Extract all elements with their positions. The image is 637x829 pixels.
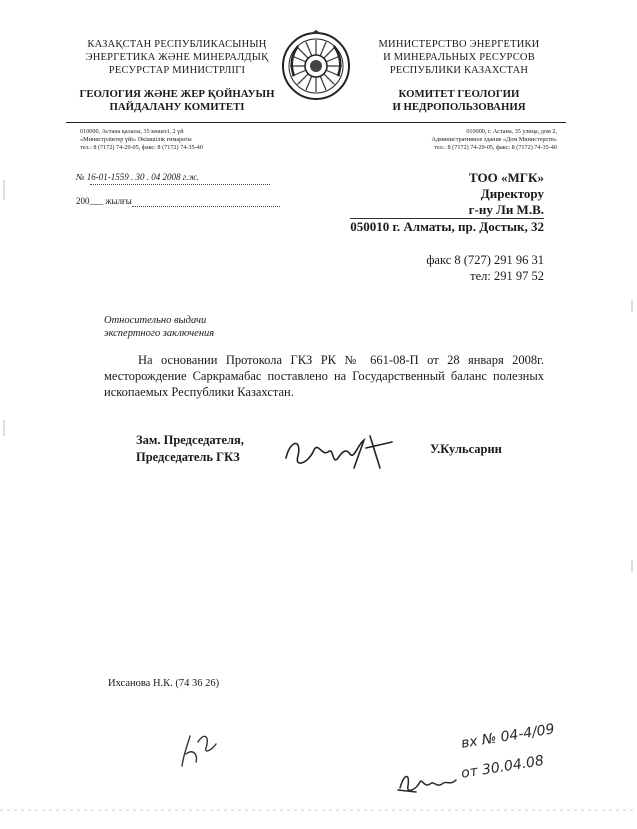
number-underline <box>90 184 270 185</box>
recipient-name: г-ну Ли М.В. <box>350 202 544 219</box>
left-ministry-line: РЕСУРСТАР МИНИСТРЛІГІ <box>108 65 246 76</box>
incoming-registration: вх № 04-4/09 <box>460 721 556 752</box>
recipient-fax: факс 8 (727) 291 96 31 <box>426 253 544 267</box>
right-address <box>432 128 557 152</box>
right-address-line: 010000, г. Астана, 35 улица, дом 2, <box>466 128 557 135</box>
date-line: 200___ жылғы <box>76 196 132 206</box>
letter-body: На основании Протокола ГКЗ РК № 661-08-П от 28 января 2008г. месторождение Саркрамабас поставлено на Государственный баланс полезных ископаемых Республики Казахстан. <box>104 353 544 399</box>
left-committee-line: ПАЙДАЛАНУ КОМИТЕТІ <box>109 101 245 113</box>
left-ministry-line: КАЗАҚСТАН РЕСПУБЛИКАСЫНЫҢ <box>87 39 267 50</box>
state-emblem-icon <box>280 30 352 102</box>
signatory-title-line: Зам. Председателя, <box>136 433 244 447</box>
signatory-name: У.Кульсарин <box>430 442 502 456</box>
right-address-line: Административное здание «Дом Министерств» <box>431 136 557 143</box>
header-divider <box>66 122 566 123</box>
right-address-line: тел.: 8 (7172) 74-29-05, факс: 8 (7172) 74-35-40 <box>434 144 557 151</box>
left-address-line: тел.: 8 (7172) 74-29-05, факс: 8 (7172) 74-35-40 <box>80 144 203 151</box>
right-ministry-line: И МИНЕРАЛЬНЫХ РЕСУРСОВ <box>383 52 535 63</box>
receiver-signature <box>396 766 460 796</box>
recipient-org: ТОО «МГК» <box>469 170 544 185</box>
right-ministry-name <box>352 38 566 77</box>
left-address <box>80 128 203 152</box>
subject-line: экспертного заключения <box>104 328 215 339</box>
executor: Ихсанова Н.К. (74 36 26) <box>108 678 220 689</box>
handwritten-initials <box>176 726 222 772</box>
recipient-address: 050010 г. Алматы, пр. Достык, 32 <box>350 219 544 234</box>
right-ministry-line: РЕСПУБЛИКИ КАЗАХСТАН <box>389 65 529 76</box>
left-committee-line: ГЕОЛОГИЯ ЖӘНЕ ЖЕР ҚОЙНАУЫН <box>79 88 275 100</box>
left-ministry-name <box>72 38 282 77</box>
left-ministry-line: ЭНЕРГЕТИКА ЖӘНЕ МИНЕРАЛДЫҚ <box>85 52 269 63</box>
right-committee-line: КОМИТЕТ ГЕОЛОГИИ <box>398 88 520 100</box>
right-committee-name <box>352 88 566 114</box>
left-committee-name <box>72 88 282 114</box>
left-address-line: «Министрліктер үйі» Әкімшілік ғимараты <box>80 136 192 143</box>
date-underline <box>132 206 280 207</box>
right-committee-line: И НЕДРОПОЛЬЗОВАНИЯ <box>392 101 526 113</box>
signatory-title-line: Председатель ГКЗ <box>136 450 240 464</box>
outgoing-number: № 16-01-1559 . 30 . 04 2008 г.ж. <box>76 172 199 182</box>
incoming-date: от 30.04.08 <box>460 752 545 782</box>
subject <box>104 314 214 340</box>
recipient-tel: тел: 291 97 52 <box>470 269 544 283</box>
signatory-title <box>136 432 244 466</box>
left-address-line: 010000, Астана қаласы, 35 көшесі, 2 үй <box>80 128 184 135</box>
handwritten-signature <box>280 428 400 474</box>
recipient-title: Директору <box>480 186 544 201</box>
recipient-block <box>350 170 544 235</box>
subject-line: Относительно выдачи <box>104 315 207 326</box>
right-ministry-line: МИНИСТЕРСТВО ЭНЕРГЕТИКИ <box>378 39 540 50</box>
recipient-contacts <box>426 252 544 284</box>
